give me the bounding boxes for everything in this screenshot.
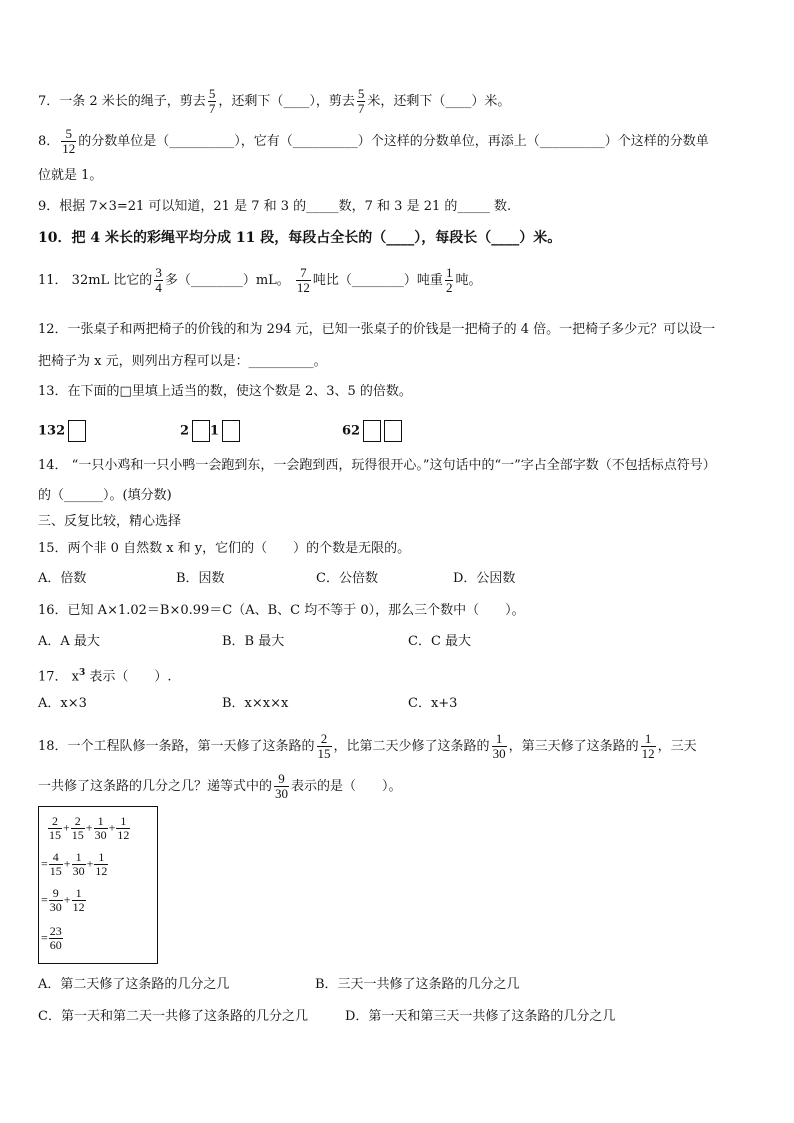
numerator: 4	[49, 851, 63, 865]
denominator: 12	[117, 828, 130, 842]
fraction	[49, 851, 63, 878]
plus-sign: +	[63, 820, 70, 835]
numerator: 1	[72, 851, 86, 865]
q8-text-b: 的分数单位是（__________），它有（__________）个这样的分数单位，再添上（__________）个这样的分数单	[78, 134, 709, 149]
q13-number-c	[342, 420, 402, 442]
q18-text-a: 18．一个工程队修一条路，第一天修了这条路的	[38, 739, 315, 754]
fraction	[72, 887, 86, 914]
numerator: 1	[116, 815, 130, 829]
denominator: 30	[72, 864, 85, 878]
q8-number: 8．	[38, 134, 60, 149]
numerator: 2	[48, 815, 62, 829]
q15-option-b[interactable]: B．因数	[176, 571, 225, 586]
calculation-box	[38, 806, 158, 964]
denominator: 15	[317, 746, 331, 761]
numerator: 1	[72, 887, 86, 901]
numerator: 2	[317, 732, 332, 747]
q16-option-b[interactable]: B．B 最大	[222, 634, 285, 649]
fraction	[317, 732, 332, 761]
q18-option-c[interactable]: C．第一天和第二天一共修了这条路的几分之几	[38, 1009, 308, 1024]
fraction	[61, 127, 76, 156]
q13-digits: 132	[38, 423, 66, 439]
q11-text-a: 11． 32mL 比它的	[38, 273, 153, 288]
denominator: 12	[72, 900, 85, 914]
blank-box[interactable]	[363, 420, 381, 442]
q18-text-e: 一共修了这条路的几分之几？递等式中的	[38, 779, 273, 794]
numerator: 1	[641, 732, 656, 747]
fraction	[116, 815, 130, 842]
blank-box[interactable]	[192, 420, 210, 442]
q18-text-c: ，第三天修了这条路的	[508, 739, 639, 754]
fraction	[357, 87, 366, 116]
question-18-line2	[38, 772, 402, 801]
denominator: 12	[641, 746, 655, 761]
fraction	[72, 851, 86, 878]
denominator: 60	[49, 938, 62, 952]
q15-option-c[interactable]: C．公倍数	[316, 571, 378, 586]
numerator: 1	[445, 265, 453, 280]
q16-option-a[interactable]: A．A 最大	[38, 634, 100, 649]
denominator: 15	[49, 864, 62, 878]
q11-text-c: 吨比（________）吨重	[312, 273, 443, 288]
numerator: 9	[49, 887, 63, 901]
question-15: 15．两个非 0 自然数 x 和 y，它们的（ ）的个数是无限的。	[38, 541, 411, 556]
fraction	[48, 815, 62, 842]
question-11	[38, 266, 481, 295]
fraction	[49, 925, 63, 952]
fraction	[94, 851, 108, 878]
q11-text-d: 吨。	[455, 273, 482, 288]
numerator: 1	[94, 815, 108, 829]
plus-sign: +	[63, 856, 71, 871]
fraction	[49, 887, 63, 914]
q17-text-b: 表示（ ）.	[85, 669, 172, 685]
fraction	[492, 732, 507, 761]
blank-box[interactable]	[68, 420, 86, 442]
equals-sign: =	[41, 930, 48, 945]
numerator: 23	[49, 924, 62, 938]
numerator: 9	[274, 772, 289, 787]
denominator: 4	[155, 280, 162, 295]
fraction	[445, 266, 454, 295]
calc-row-2	[41, 851, 109, 878]
question-10: 10．把 4 米长的彩绳平均分成 11 段，每段占全长的（____），每段长（____）米。	[38, 230, 562, 246]
question-8	[38, 127, 709, 156]
q7-text-b: ，还剩下（____），剪去	[218, 94, 355, 109]
denominator: 15	[49, 828, 61, 842]
denominator: 7	[208, 101, 216, 116]
question-7	[38, 87, 510, 116]
question-16: 16．已知 A×1.02＝B×0.99＝C（A、B、C 均不等于 0），那么三个数中（ ）。	[38, 603, 525, 618]
denominator: 12	[62, 141, 76, 156]
denominator: 30	[94, 828, 107, 842]
q17-text-a: 17． x	[38, 669, 80, 685]
fraction	[154, 266, 163, 295]
numerator: 1	[94, 851, 108, 865]
q17-option-c[interactable]: C．x+3	[408, 696, 458, 711]
calc-row-4	[41, 925, 64, 952]
q18-option-b[interactable]: B．三天一共修了这条路的几分之几	[315, 977, 520, 992]
fraction	[274, 772, 289, 801]
q17-option-a[interactable]: A．x×3	[38, 696, 87, 711]
q18-text-g: 表示的是（ ）。	[291, 779, 402, 794]
question-14-line2: 的（______）。(填分数)	[38, 488, 172, 503]
q16-option-c[interactable]: C．C 最大	[408, 634, 472, 649]
q13-digits: 2	[180, 423, 190, 439]
plus-sign: +	[108, 820, 116, 835]
q7-text-a: 7．一条 2 米长的绳子，剪去	[38, 94, 206, 109]
fraction	[641, 732, 656, 761]
question-9: 9．根据 7×3=21 可以知道，21 是 7 和 3 的_____数，7 和 3 是 21 的_____ 数.	[38, 199, 512, 214]
q13-number-b	[180, 420, 240, 442]
denominator: 7	[357, 101, 365, 116]
fraction	[94, 815, 108, 842]
denominator: 30	[492, 746, 506, 761]
question-18-line1	[38, 732, 697, 761]
q18-option-a[interactable]: A．第二天修了这条路的几分之几	[38, 977, 230, 992]
q18-option-d[interactable]: D．第一天和第三天一共修了这条路的几分之几	[345, 1009, 616, 1024]
denominator: 2	[445, 280, 453, 295]
q15-option-d[interactable]: D．公因数	[453, 571, 516, 586]
q8-text-c: 位就是 1。	[38, 168, 103, 183]
denominator: 30	[275, 786, 289, 801]
question-12-line1: 12．一张桌子和两把椅子的价钱的和为 294 元，已知一张桌子的价钱是一把椅子的 4 倍。一把椅子多少元？可以设一	[38, 322, 716, 337]
calc-row-1	[47, 815, 131, 842]
plus-sign: +	[85, 820, 93, 835]
question-12-line2: 把椅子为 x 元，则列出方程可以是：__________。	[38, 354, 327, 369]
equals-sign: =	[41, 892, 48, 907]
denominator: 12	[95, 864, 108, 878]
numerator: 7	[296, 266, 311, 281]
question-14-line1: 14． “一只小鸡和一只小鸭一会跑到东，一会跑到西，玩得很开心。”这句话中的“一”字占全部字数（不包括标点符号）	[38, 458, 716, 473]
q18-text-d: ，三天	[657, 739, 697, 754]
fraction	[71, 815, 85, 842]
question-13: 13．在下面的□里填上适当的数，使这个数是 2、3、5 的倍数。	[38, 384, 412, 399]
q13-digits: 1	[210, 423, 220, 439]
blank-box[interactable]	[384, 420, 402, 442]
equals-sign: =	[41, 856, 48, 871]
denominator: 15	[71, 828, 84, 842]
section-heading: 三、反复比较，精心选择	[38, 514, 182, 529]
fraction	[208, 87, 217, 116]
q13-number-a	[38, 420, 86, 442]
denominator: 30	[49, 900, 62, 914]
numerator: 5	[357, 86, 365, 101]
q18-text-b: ，比第二天少修了这条路的	[333, 739, 490, 754]
calc-row-3	[41, 887, 87, 914]
numerator: 5	[208, 86, 216, 101]
numerator: 5	[61, 127, 76, 142]
numerator: 1	[492, 732, 507, 747]
plus-sign: +	[86, 856, 94, 871]
q17-option-b[interactable]: B．x×x×x	[222, 696, 289, 711]
q7-text-c: 米，还剩下（____）米。	[367, 94, 511, 109]
q13-digits: 62	[342, 423, 361, 439]
numerator: 3	[155, 265, 162, 280]
plus-sign: +	[63, 892, 71, 907]
q15-option-a[interactable]: A．倍数	[38, 571, 87, 586]
q11-text-b: 多（________）mL。	[164, 273, 290, 288]
exponent: 3	[79, 668, 86, 678]
blank-box[interactable]	[222, 420, 240, 442]
numerator: 2	[71, 815, 85, 829]
denominator: 12	[296, 280, 310, 295]
fraction	[296, 266, 311, 295]
question-17	[38, 664, 172, 686]
